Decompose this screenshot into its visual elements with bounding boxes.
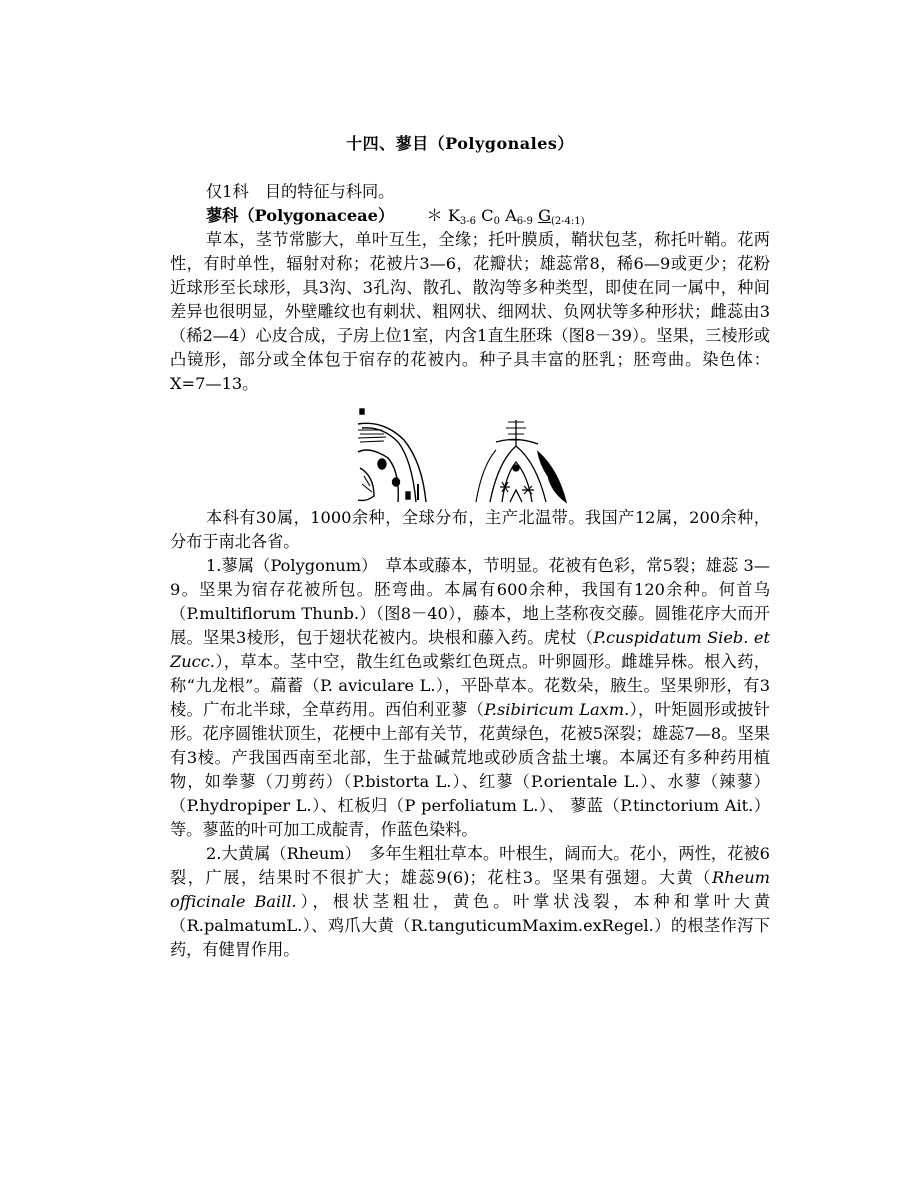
figure-8-39-flower-illustration (352, 406, 574, 506)
formula-g: G (538, 206, 551, 225)
formula-c: C (481, 206, 494, 225)
formula-a: A (505, 206, 517, 225)
formula-k: K (447, 206, 460, 225)
species-perfoliatum-latin: P perfoliatum L. (404, 796, 539, 815)
genus-polygonum-paragraph (170, 554, 770, 842)
species-tanguticum-text: ）的根茎作泻下药，有健胃作用。 (170, 916, 771, 959)
species-officinale-latin: Rheum officinale Baill. (170, 868, 770, 911)
species-tanguticum-latin: R.tanguticumMaxim.exRegel. (410, 916, 654, 935)
species-tinctorium-text: ）等。蓼蓝的叶可加工成靛青，作蓝色染料。 (170, 796, 771, 839)
species-heshouwu-latin: P.multiflorum Thunb. (186, 604, 360, 623)
left-flower-drawing (358, 409, 426, 502)
species-sibiricum-text: ），叶矩圆形或披针形。花序圆锥状顶生，花梗中上部有关节，花黄绿色，花被5深裂；雄蕊7—8。坚果有3棱。产我国西南至北部，生于盐碱荒地或砂质含盐土壤。本属还有多种药用植物，如拳蓼（刀剪药）（ (170, 700, 770, 791)
species-orientale-latin: P.orientale L. (531, 772, 640, 791)
formula-a-sub: 6-9 (516, 216, 533, 227)
species-heshouwu-label: 何首乌（ (170, 580, 771, 623)
species-bianxu-latin: P. aviculare L. (320, 676, 436, 695)
species-hydropiper-text: ）、杠板归（ (311, 796, 405, 815)
family-content (170, 506, 770, 962)
species-palmatum-text: ）、鸡爪大黄（ (302, 916, 411, 935)
species-huzhang-text: ），草本。茎中空，散生红色或紫红色斑点。叶卵圆形。雌雄异株。根入药，称“九龙根”。萹蓄（ (170, 652, 770, 695)
formula-prefix: ＊ (426, 206, 443, 225)
family-heading (170, 204, 770, 228)
species-sibiricum-latin: P.sibiricum Laxm. (484, 700, 630, 719)
species-bistorta-text: ）、红蓼（ (451, 772, 531, 791)
formula-k-sub: 3-6 (459, 216, 477, 227)
genus-rheum-paragraph (170, 842, 770, 962)
species-officinale-text: ），根状茎粗壮，黄色。叶掌状浅裂，本种和掌叶大黄（ (170, 892, 770, 935)
floral-formula (426, 206, 584, 225)
species-heshouwu-text: ）（图8－40），藤本，地上茎称夜交藤。圆锥花序大而开展。坚果3棱形，包于翅状花被内。块根和藤入药。虎杖（ (170, 604, 770, 647)
section-title: 十四、蓼目（Polygonales） (346, 134, 574, 153)
species-huzhang-latin: P.cuspidatum Sieb. et Zucc. (170, 628, 770, 671)
species-hydropiper-latin: P.hydropiper L. (186, 796, 312, 815)
order-intro: 仅1科 目的特征与科同。 (206, 182, 395, 201)
species-tinctorium-latin: P.tinctorium Ait. (620, 796, 754, 815)
species-bistorta-latin: P.bistorta L. (352, 772, 452, 791)
species-orientale-text: ）、水蓼（辣蓼）（ (170, 772, 770, 815)
species-palmatum-latin: R.palmatumL. (186, 916, 303, 935)
family-distribution: 本科有30属，1000余种，全球分布，主产北温带。我国产12属，200余种，分布于南北各省。 (170, 508, 770, 551)
family-name: 蓼科（Polygonaceae） (206, 206, 395, 225)
genus-polygonum-intro: 1.蓼属（Polygonum） 草本或藤本，节明显。花被有色彩，常5裂；雄蕊 3—9。坚果为宿存花被所包。胚弯曲。本属有600余种，我国有120余种。 (170, 556, 770, 599)
formula-g-sub: (2-4:1) (551, 216, 585, 227)
right-flower-drawing (476, 420, 566, 502)
species-perfoliatum-text: ）、 蓼蓝（ (538, 796, 621, 815)
family-description: 草本，茎节常膨大，单叶互生，全缘；托叶膜质，鞘状包茎，称托叶鞘。花两性，有时单性，辐射对称；花被片3—6，花瓣状；雄蕊常8，稀6—9或更少；花粉近球形至长球形，具3沟、3孔沟、散孔、散沟等多种类型，即使在同一属中，种间差异也很明显，外壁雕纹也有刺状、粗网状、细网状、负网状等多种形状；雌蕊由3（稀2—4）心皮合成，子房上位1室，内含1直生胚珠（图8－39）。坚果，三棱形或凸镜形，部分或全体包于宿存的花被内。种子具丰富的胚乳；胚弯曲。染色体：X=7—13。 (170, 230, 770, 393)
species-bianxu-text: ），平卧草本。花数朵，腋生。坚果卵形，有3棱。广布北半球，全草药用。西伯利亚蓼（ (170, 676, 770, 719)
genus-rheum-intro: 2.大黄属（Rheum） 多年生粗壮草本。叶根生，阔而大。花小，两性，花被6裂，广展，结果时不很扩大；雄蕊9(6)；花柱3。坚果有强翅。大黄（ (170, 844, 770, 887)
formula-c-sub: 0 (493, 216, 500, 227)
